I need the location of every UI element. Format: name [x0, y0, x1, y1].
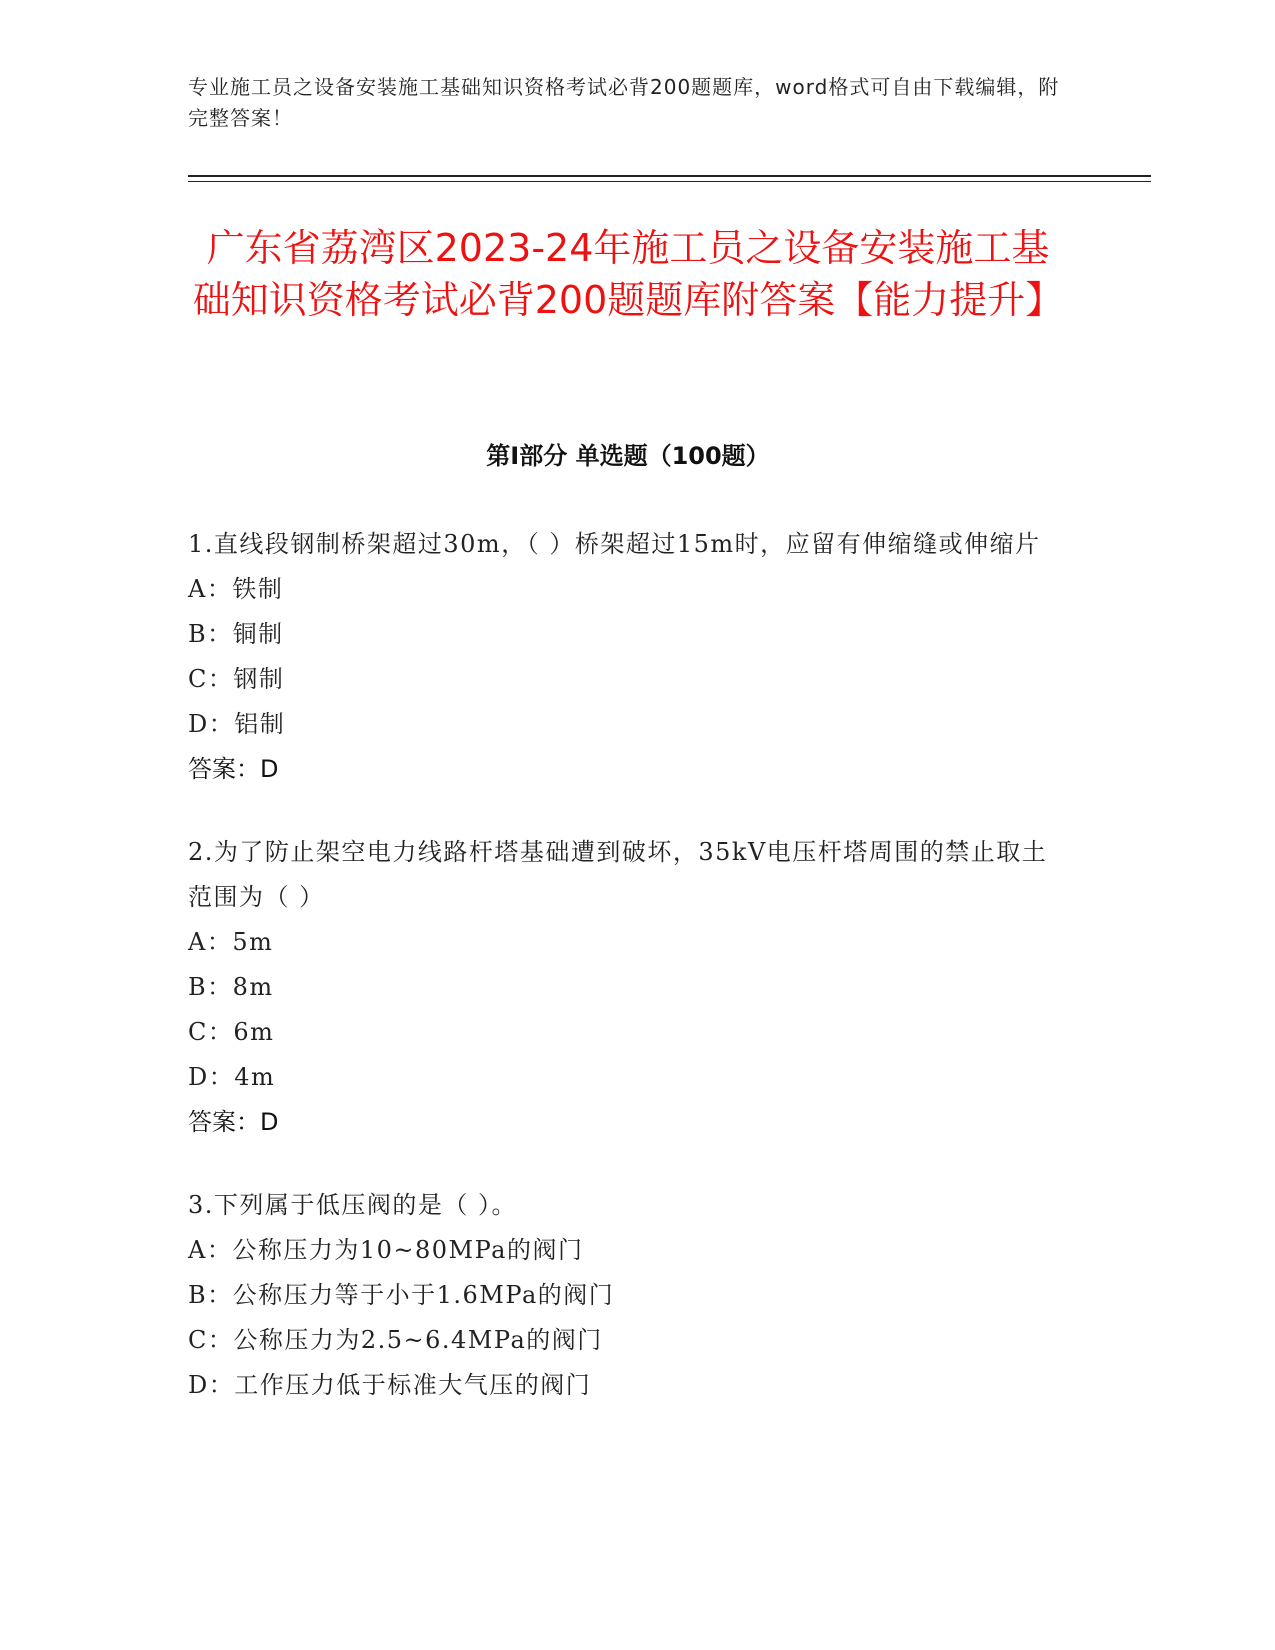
- option-b: B：8m: [188, 973, 274, 1001]
- option-d: D：铝制: [188, 710, 286, 738]
- option-a: A：5m: [188, 928, 274, 956]
- question-2: [188, 830, 1068, 1145]
- question-3: [188, 1183, 1068, 1408]
- answer: 答案：D: [188, 1108, 279, 1136]
- option-c: C：6m: [188, 1018, 275, 1046]
- option-b: B：铜制: [188, 620, 284, 648]
- option-d: D：工作压力低于标准大气压的阀门: [188, 1371, 592, 1399]
- option-d: D：4m: [188, 1063, 276, 1091]
- option-c: C：钢制: [188, 665, 285, 693]
- option-c: C：公称压力为2.5~6.4MPa的阀门: [188, 1326, 603, 1354]
- header-divider-thick: [188, 175, 1151, 177]
- question-text: 2.为了防止架空电力线路杆塔基础遭到破坏，35kV电压杆塔周围的禁止取土范围为（ ）: [188, 838, 1048, 911]
- answer: 答案：D: [188, 755, 279, 783]
- section-heading: 第Ⅰ部分 单选题（100题）: [486, 442, 770, 470]
- question-text: 1.直线段钢制桥架超过30m，（ ）桥架超过15m时，应留有伸缩缝或伸缩片: [188, 530, 1041, 558]
- document-title: 广东省荔湾区2023-24年施工员之设备安装施工基础知识资格考试必背200题题库附答案【能力提升】: [192, 226, 1064, 322]
- option-b: B：公称压力等于小于1.6MPa的阀门: [188, 1281, 615, 1309]
- option-a: A：公称压力为10~80MPa的阀门: [188, 1236, 584, 1264]
- question-list: [188, 522, 1068, 1446]
- header-note: 专业施工员之设备安装施工基础知识资格考试必背200题题库，word格式可自由下载编辑，附完整答案！: [188, 75, 1060, 130]
- question-text: 3.下列属于低压阀的是（ ）。: [188, 1191, 518, 1219]
- question-1: [188, 522, 1068, 792]
- header-divider-thin: [188, 181, 1151, 182]
- option-a: A：铁制: [188, 575, 284, 603]
